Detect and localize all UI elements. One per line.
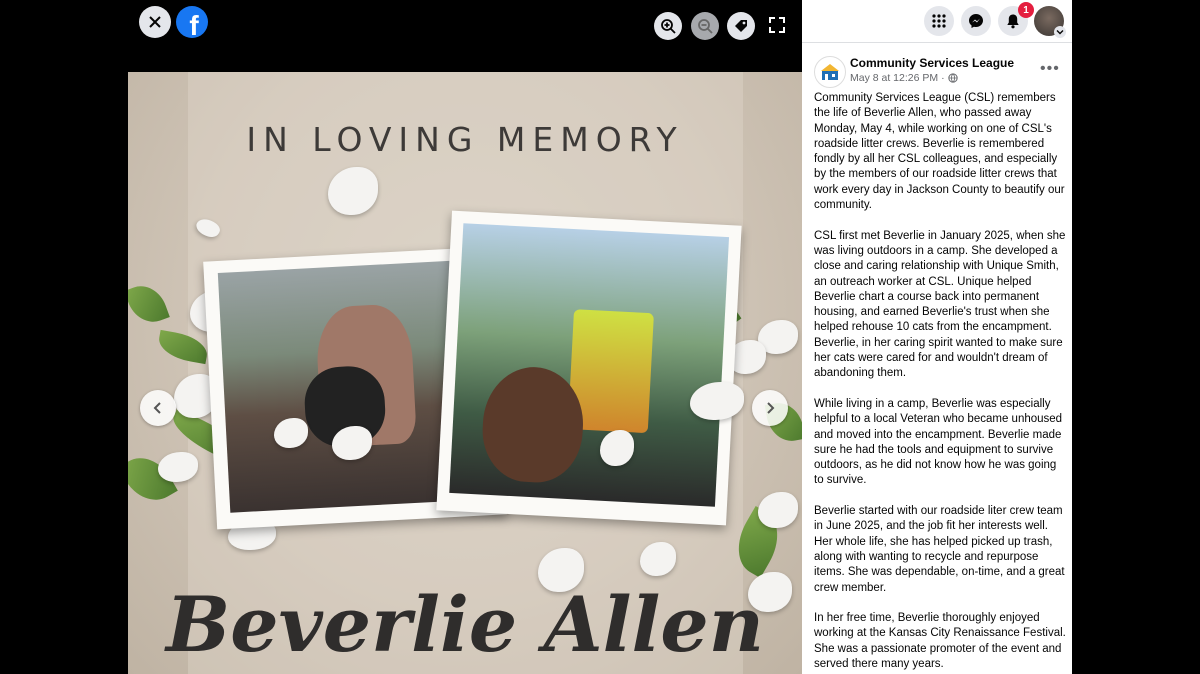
zoom-in-icon xyxy=(660,18,676,34)
notifications-button[interactable] xyxy=(998,6,1028,36)
photo-name-text: Beverlie Allen xyxy=(165,580,765,669)
fullscreen-icon xyxy=(768,16,786,34)
tag-photo-button[interactable] xyxy=(727,12,755,40)
chevron-left-icon xyxy=(151,401,165,415)
facebook-logo-icon: f xyxy=(189,10,199,38)
close-icon xyxy=(148,15,162,29)
csl-logo-icon xyxy=(819,61,841,83)
facebook-logo-button[interactable] xyxy=(176,6,208,38)
photo-title-text: IN LOVING MEMORY xyxy=(246,120,684,159)
post-paragraph: Community Services League (CSL) remembers the life of Beverlie Allen, who passed away Monday, May 4, while working on one of CSL's roadside litter crews. Beverlie is remembered fondly by all her CSL colleagues, and especially by the members of our roadside litter crews that work every day in Jackson County to beautify our community. xyxy=(814,92,1065,212)
photo-crew-selfie xyxy=(449,223,729,507)
post-paragraph: CSL first met Beverlie in January 2025, when she was living outdoors in a camp. She developed a close and caring relationship with Unique Smith, an outreach worker at CSL. Unique helped Beverlie chart a course back into permanent housing, and earned Beverlie's trust when she helped rehouse 10 cats from the encampment. Beverlie, in her caring spirit wanted to make sure her cats were cared for and wouldn't dream of abandoning them. xyxy=(814,229,1066,380)
globe-icon[interactable] xyxy=(948,73,958,83)
previous-photo-button[interactable] xyxy=(140,390,176,426)
post-paragraph: In her free time, Beverlie thoroughly enjoyed working at the Kansas City Renaissance Festival. She was a passionate promoter of the event and served there many years. xyxy=(814,612,1066,670)
chevron-down-icon xyxy=(1056,28,1064,36)
menu-button[interactable] xyxy=(924,6,954,36)
bell-icon xyxy=(1005,13,1021,29)
post-timestamp-link[interactable]: May 8 at 12:26 PM xyxy=(850,72,939,84)
page-name-link[interactable]: Community Services League xyxy=(850,56,1015,70)
account-menu-button[interactable] xyxy=(1054,26,1066,38)
page-avatar[interactable] xyxy=(814,56,846,88)
notification-count-badge: 1 xyxy=(1018,2,1034,18)
meta-separator: · xyxy=(941,72,945,84)
leaf-decoration xyxy=(128,279,170,328)
close-viewer-button[interactable] xyxy=(139,6,171,38)
chevron-right-icon xyxy=(763,401,777,415)
post-meta xyxy=(850,72,958,84)
more-options-icon: ••• xyxy=(1040,60,1060,77)
grid-menu-icon xyxy=(932,14,946,28)
messenger-icon xyxy=(968,13,984,29)
next-photo-button[interactable] xyxy=(752,390,788,426)
post-paragraph: While living in a camp, Beverlie was especially helpful to a local Veteran who became unhoused and moved into the encampment. Beverlie made sure he had the tools and equipment to survive outdoors, as he did not know how he was going to survive. xyxy=(814,397,1063,487)
petal-decoration xyxy=(758,492,798,528)
polaroid-photo-right xyxy=(436,211,741,526)
messenger-button[interactable] xyxy=(961,6,991,36)
tag-icon xyxy=(733,18,749,34)
top-navigation-bar xyxy=(802,0,1072,43)
zoom-in-button[interactable] xyxy=(654,12,682,40)
fullscreen-button[interactable] xyxy=(768,16,788,36)
memorial-photo xyxy=(128,72,802,674)
right-letterbox xyxy=(1072,0,1200,674)
post-options-button[interactable] xyxy=(1040,60,1060,78)
post-sidebar xyxy=(802,0,1072,674)
zoom-out-button[interactable] xyxy=(691,12,719,40)
post-paragraph: Beverlie started with our roadside liter crew team in June 2025, and the job fit her interests well. Her whole life, she has helped picked up trash, along with wanting to recycle and repurpose items. She was dependable, on-time, and a great crew member. xyxy=(814,505,1065,594)
post-body xyxy=(814,91,1066,674)
zoom-out-icon xyxy=(697,18,713,34)
